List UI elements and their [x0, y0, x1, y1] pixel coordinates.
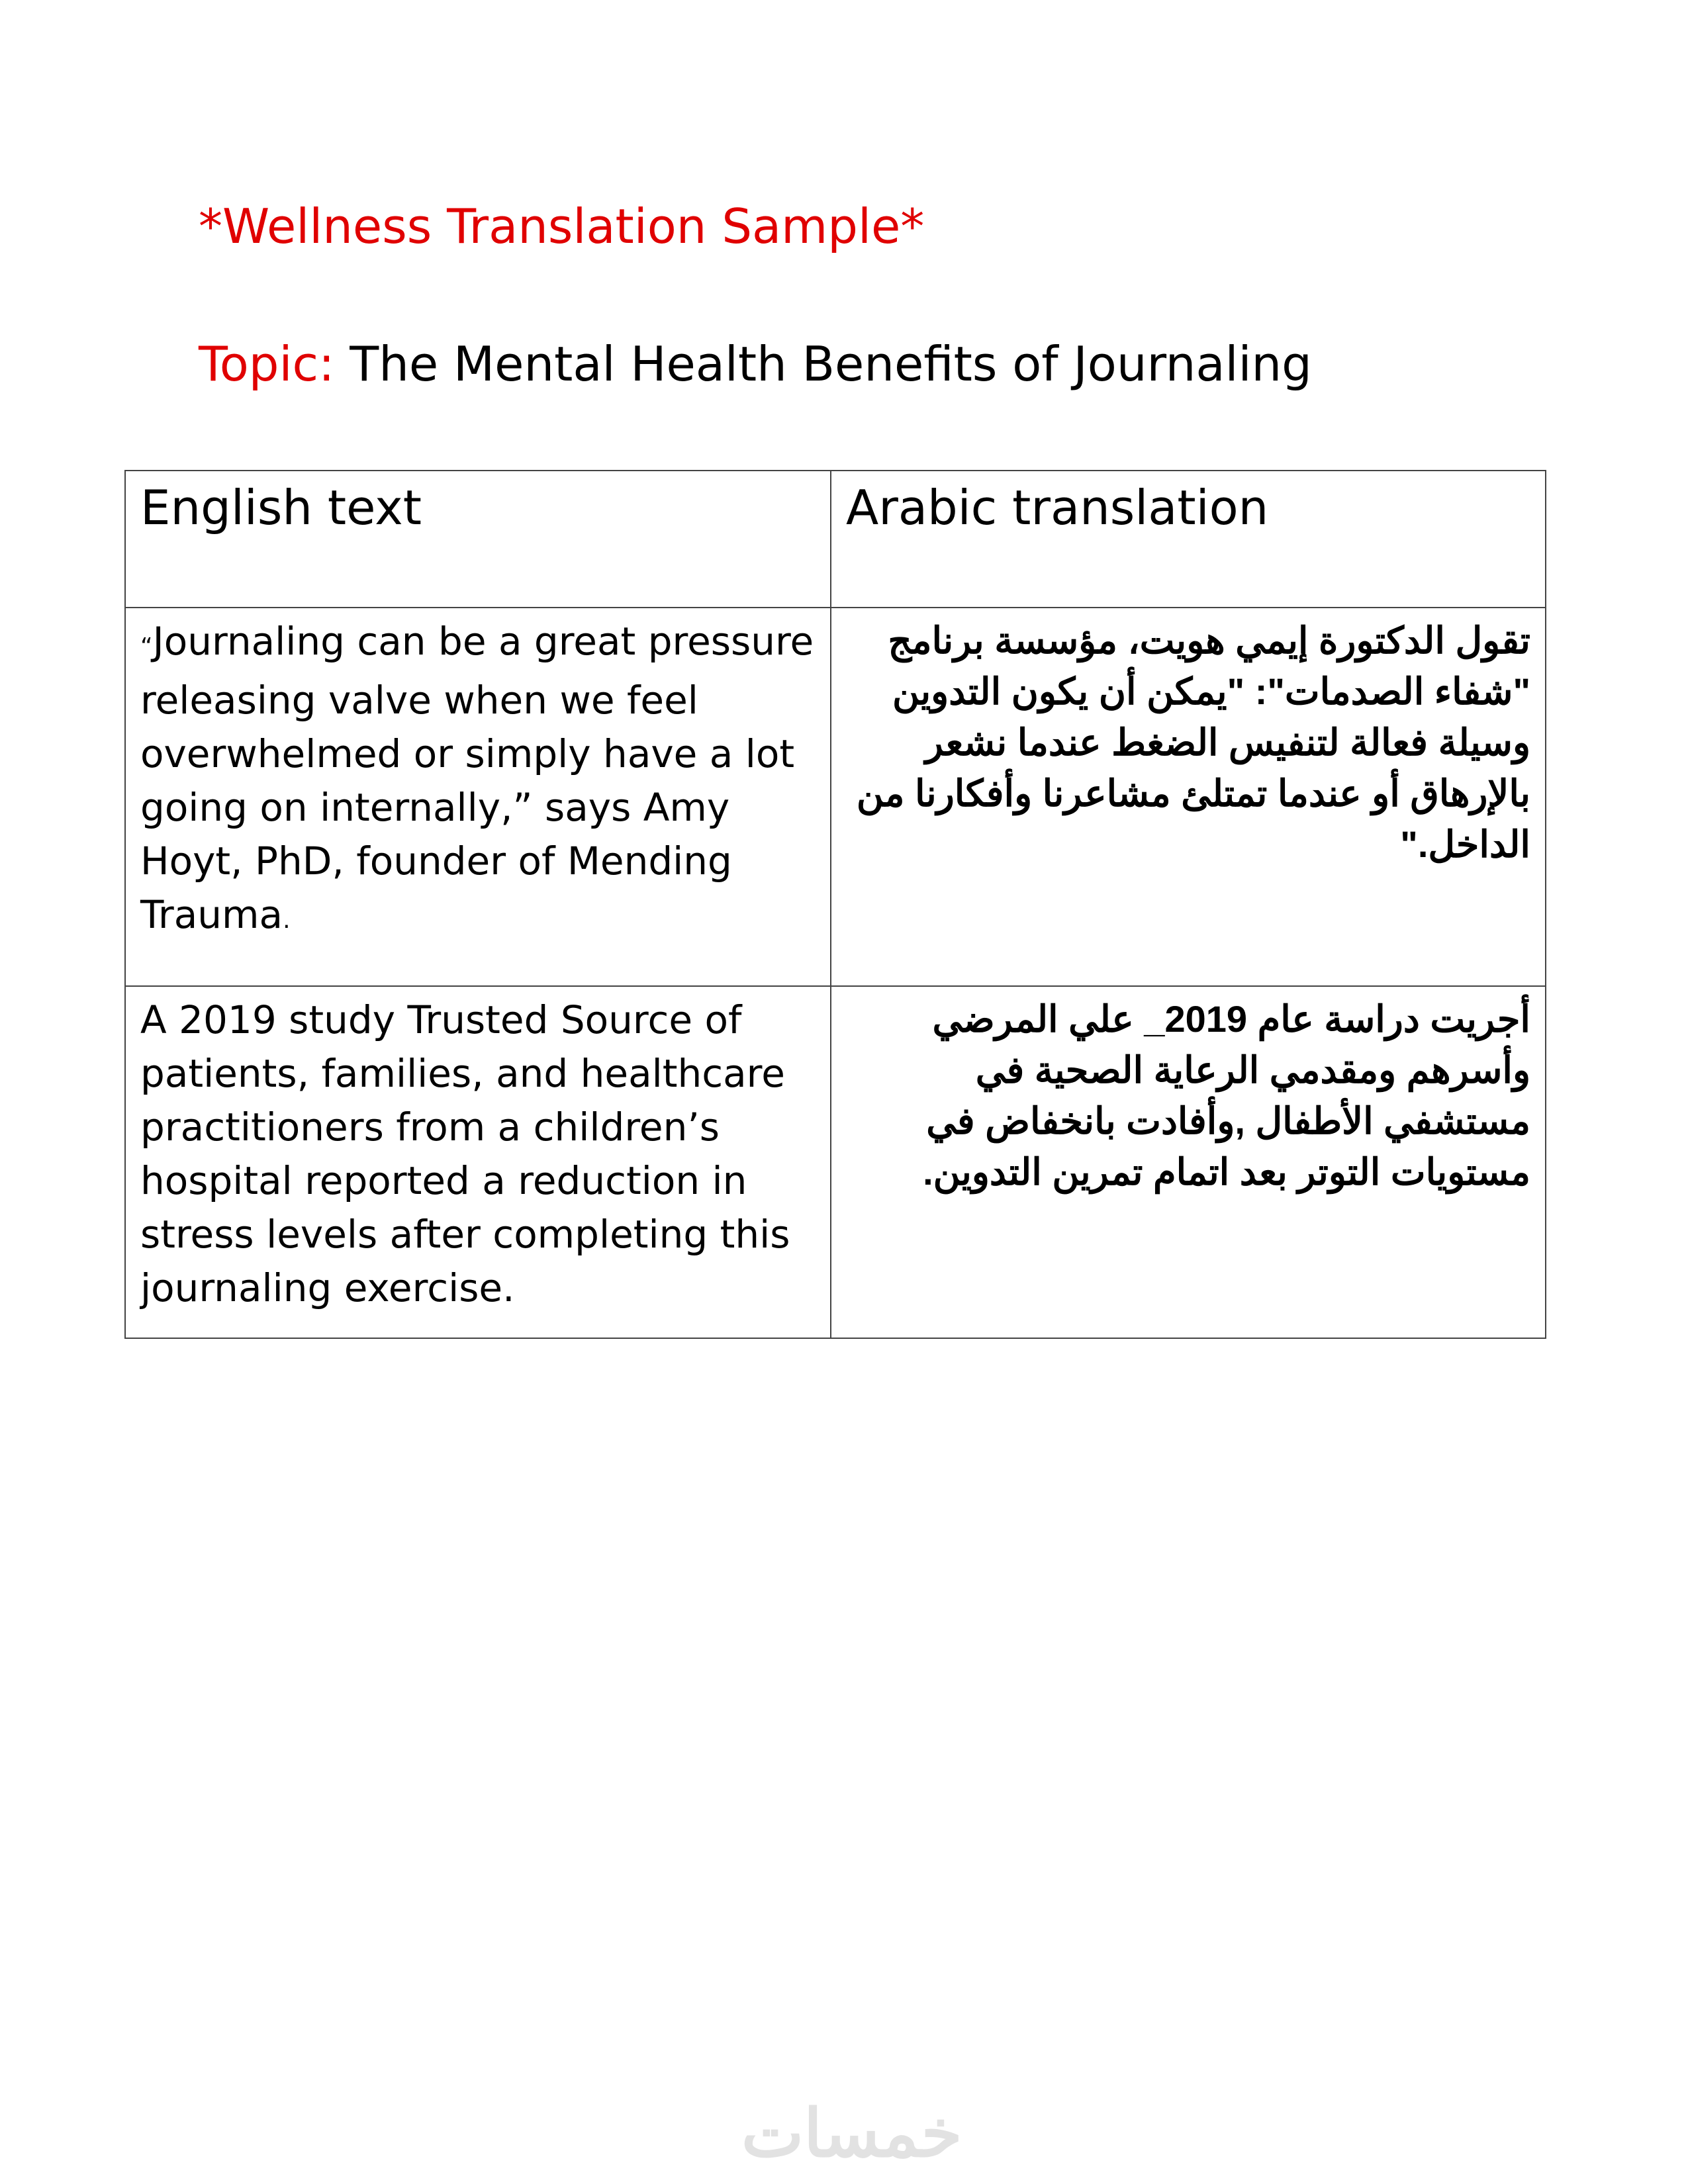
header-arabic: Arabic translation	[831, 471, 1546, 608]
english-end: .	[283, 907, 291, 934]
arabic-cell: أجريت دراسة عام 2019_ علي المرضي وأسرهم ومقدمي الرعاية الصحية في مستشفي الأطفال ,وأفادت بانخفاض في مستويات التوتر بعد اتمام تمرين التدوين.	[831, 986, 1546, 1338]
english-cell	[125, 608, 831, 986]
topic-label: Topic:	[199, 336, 335, 392]
table-header-row	[125, 471, 1546, 608]
translation-table	[124, 470, 1546, 1339]
open-quote: “	[140, 633, 153, 660]
header-english: English text	[125, 471, 831, 608]
english-cell: A 2019 study Trusted Source of patients, families, and healthcare practitioners from a children’s hospital reported a reduction in stress levels after completing this journaling exercise.	[125, 986, 831, 1338]
topic-text: The Mental Health Benefits of Journaling	[334, 336, 1312, 392]
table-row	[125, 986, 1546, 1338]
watermark-logo: خمسات	[741, 2097, 962, 2171]
english-text: Journaling can be a great pressure releasing valve when we feel overwhelmed or simply have a lot going on internally,” says Amy Hoyt, PhD, founder of Mending Trauma	[140, 619, 814, 937]
topic-line	[199, 336, 1312, 392]
document-title: *Wellness Translation Sample*	[199, 199, 925, 254]
table-row	[125, 608, 1546, 986]
arabic-cell: تقول الدكتورة إيمي هويت، مؤسسة برنامج "شفاء الصدمات": "يمكن أن يكون التدوين وسيلة فعالة لتنفيس الضغط عندما نشعر بالإرهاق أو عندما تمتلئ مشاعرنا وأفكارنا من الداخل."	[831, 608, 1546, 986]
